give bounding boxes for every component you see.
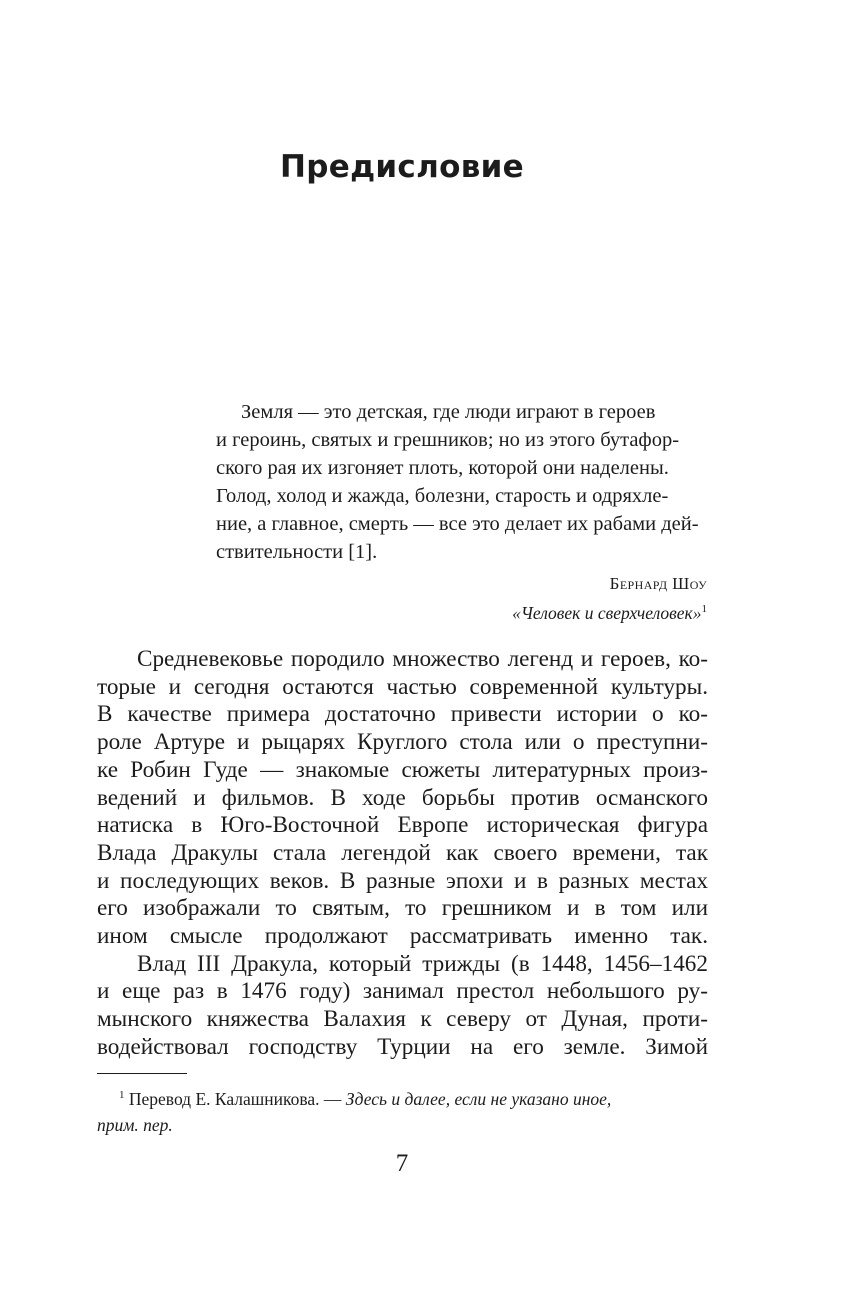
epigraph-line: Голод, холод и жажда, болезни, старость и одряхле-: [216, 485, 669, 507]
epigraph-source: [216, 596, 707, 627]
footnote-marker: 1: [119, 1089, 125, 1101]
epigraph-line: ствительности [1].: [216, 541, 378, 563]
footnote-divider: [97, 1073, 187, 1074]
footnote-reference[interactable]: 1: [701, 603, 707, 615]
body-line: мынского княжества Валахия к северу от Дуная, проти-: [97, 1006, 708, 1033]
footnote-line: прим. пер.: [97, 1114, 173, 1135]
epigraph-line: и героинь, святых и грешников; но из этого бутафор-: [216, 429, 680, 451]
body-line: ведений и фильмов. В ходе борьбы против османского: [97, 784, 708, 811]
footnote-italic-text: Здесь и далее, если не указано иное,: [345, 1088, 612, 1109]
chapter-title: Предисловие: [280, 148, 524, 185]
body-text: [97, 646, 708, 1062]
body-line: роле Артуре и рыцарях Круглого стола или о преступни-: [97, 729, 708, 756]
footnote: [97, 1082, 708, 1138]
epigraph: [216, 398, 707, 627]
epigraph-line: ние, а главное, смерть — все это делает их рабами дей-: [216, 513, 699, 535]
body-line: и еще раз в 1476 году) занимал престол небольшого ру-: [97, 978, 708, 1005]
body-line: Влад III Дракула, который трижды (в 1448, 1456–1462: [137, 950, 708, 977]
footnote-text: Перевод Е. Калашникова. —: [128, 1088, 342, 1109]
body-line: торые и сегодня остаются частью современной культуры.: [97, 673, 708, 700]
epigraph-line: Земля — это детская, где люди играют в героев: [241, 401, 656, 423]
body-line: натиска в Юго-Восточной Европе историческая фигура: [97, 812, 708, 839]
epigraph-line: ского рая их изгоняет плоть, которой они наделены.: [216, 457, 669, 479]
body-line: ином смысле продолжают рассматривать именно так.: [97, 923, 708, 950]
body-line: Влада Дракулы стала легендой как своего времени, так: [97, 839, 708, 866]
body-line: водействовал господству Турции на его земле. Зимой: [97, 1033, 708, 1060]
epigraph-author: Бернард Шоу: [609, 574, 707, 593]
body-line: В качестве примера достаточно привести истории о ко-: [97, 701, 708, 728]
body-line: ке Робин Гуде — знакомые сюжеты литературных произ-: [97, 756, 708, 783]
page-number: 7: [395, 1150, 409, 1177]
body-line: Средневековье породило множество легенд и героев, ко-: [137, 646, 708, 672]
body-line: и последующих веков. В разные эпохи и в разных местах: [97, 867, 708, 894]
footnote-line: [97, 1082, 708, 1112]
epigraph-source-title: «Человек и сверхчеловек»: [512, 602, 702, 623]
body-line: его изображали то святым, то грешником и в том или: [97, 895, 708, 922]
